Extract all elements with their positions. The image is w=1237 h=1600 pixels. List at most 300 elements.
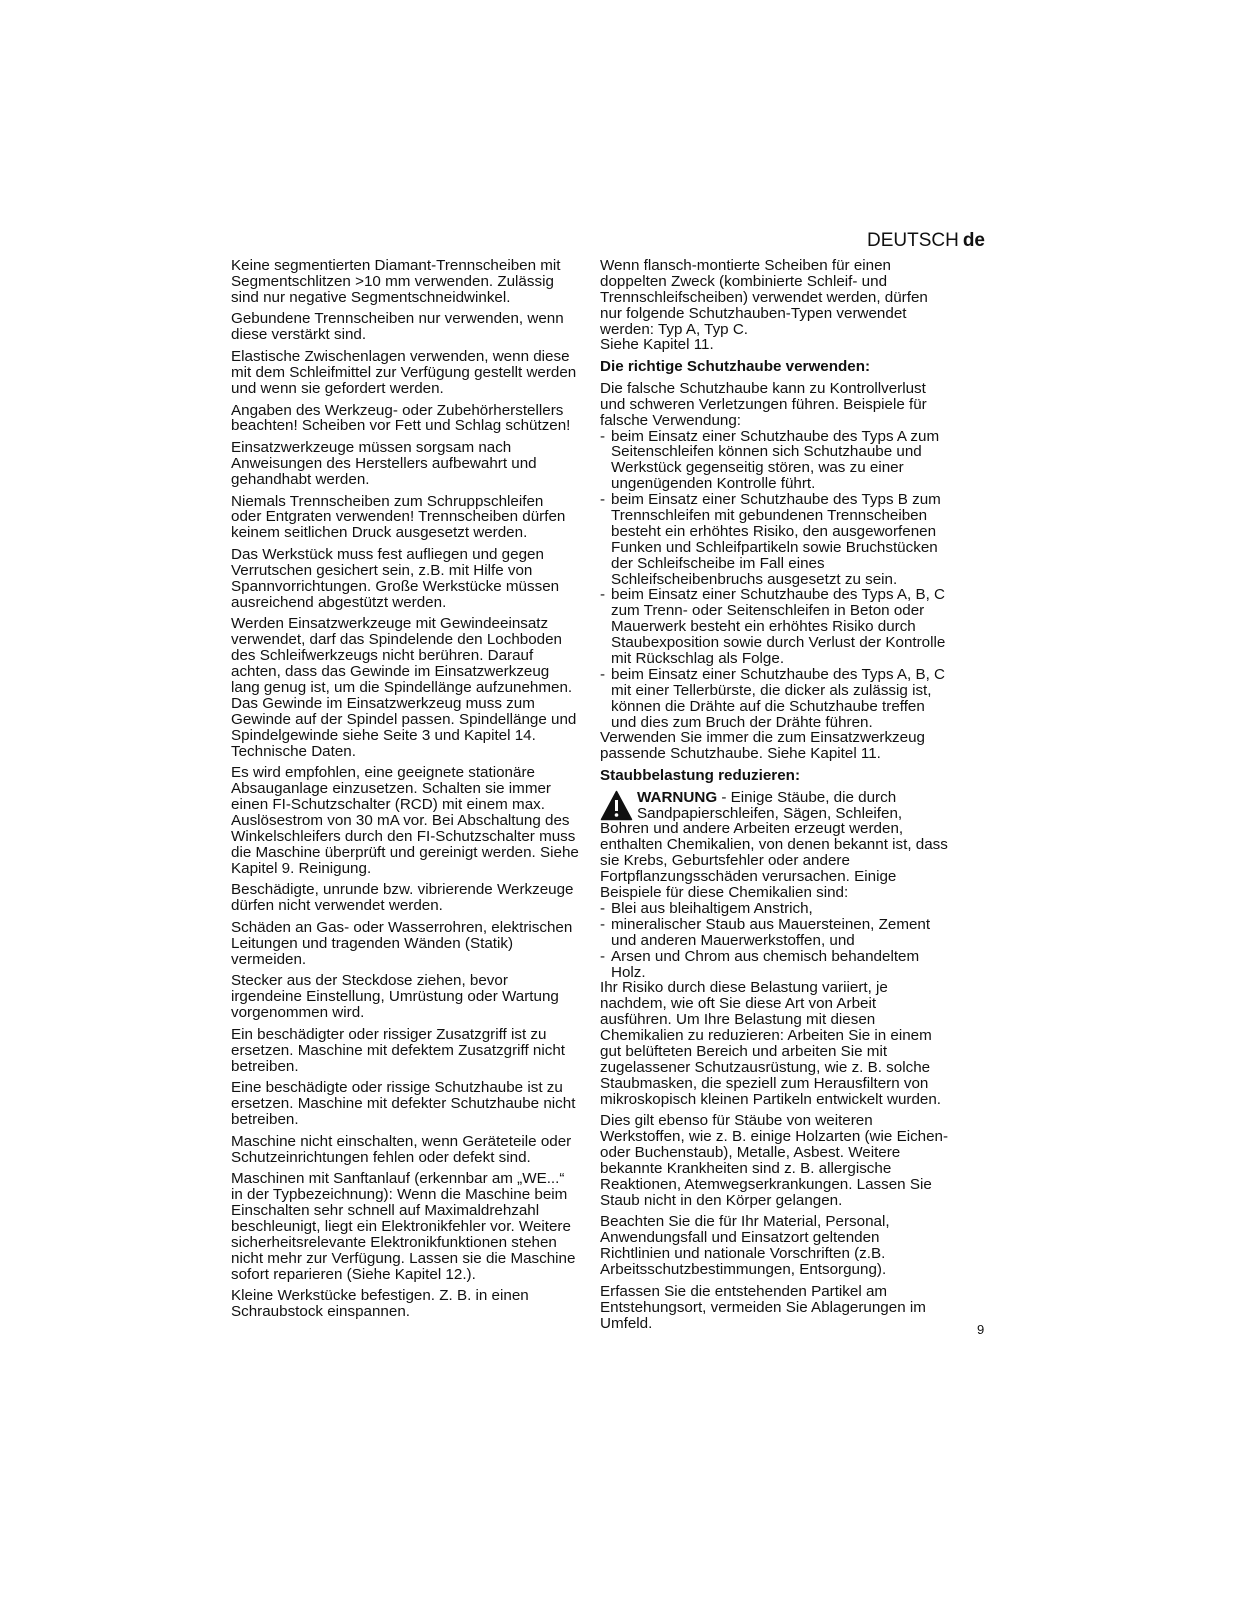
paragraph <box>231 920 583 968</box>
line-text: die Maschine überprüft und gereinigt werden. Siehe <box>231 843 579 861</box>
text-line <box>231 765 583 781</box>
text-line <box>231 1267 583 1283</box>
line-text: keinem seitlichen Druck ausgesetzt werden. <box>231 524 528 542</box>
text-line <box>611 508 958 524</box>
text-line <box>611 667 958 683</box>
text-line <box>611 699 958 715</box>
line-text: Kapitel 9. Reinigung. <box>231 859 372 877</box>
text-line <box>231 936 583 952</box>
text-line <box>231 440 583 456</box>
text-line <box>231 365 583 381</box>
line-text: Entstehungsort, vermeiden Sie Ablagerungen im <box>600 1298 926 1316</box>
paragraph <box>231 1027 583 1075</box>
line-text: Verwenden Sie immer die zum Einsatzwerkzeug <box>600 729 925 747</box>
line-text: Winkelschleifers durch den FI-Schutzschalter muss <box>231 827 576 845</box>
text-line <box>231 632 583 648</box>
paragraph <box>600 1113 958 1208</box>
line-text: doppelten Zweck (kombinierte Schleif- und <box>600 272 888 290</box>
line-text: bekannte Krankheiten sind z. B. allergische <box>600 1159 892 1177</box>
list-item <box>600 587 958 666</box>
text-line <box>231 882 583 898</box>
text-line <box>600 996 958 1012</box>
line-text: gehandhabt werden. <box>231 470 370 488</box>
line-text: Gewinde auf der Spindel passen. Spindellänge und <box>231 710 577 728</box>
text-line <box>231 509 583 525</box>
line-text: Werden Einsatzwerkzeuge mit Gewindeeinsatz <box>231 615 549 633</box>
line-text: Kleine Werkstücke befestigen. Z. B. in einen <box>231 1287 529 1305</box>
text-line <box>600 1230 958 1246</box>
text-line <box>231 1059 583 1075</box>
line-text: Anweisungen des Herstellers aufbewahrt und <box>231 454 537 472</box>
text-line <box>231 1134 583 1150</box>
line-text: Sandpapierschleifen, Sägen, Schleifen, <box>637 804 903 822</box>
text-line <box>231 1304 583 1320</box>
line-text: beachten! Scheiben vor Fett und Schlag schützen! <box>231 417 571 435</box>
warning-triangle-icon-graphic <box>600 790 633 821</box>
text-line <box>611 556 958 572</box>
line-text: des Schleifwerkzeugs nicht berühren. Darauf <box>231 647 534 665</box>
list-item-text <box>611 901 958 917</box>
line-text: passende Schutzhaube. Siehe Kapitel 11. <box>600 745 881 763</box>
line-text: zum Trenn- oder Seitenschleifen in Beton oder <box>611 602 925 620</box>
text-line <box>231 829 583 845</box>
line-text: mit Rückschlag als Folge. <box>611 649 785 667</box>
guard-section <box>600 381 958 762</box>
list-item-text <box>611 667 958 731</box>
paragraph <box>231 1080 583 1128</box>
bullet-marker: - <box>600 665 606 683</box>
text-line <box>611 901 958 917</box>
line-text: beim Einsatz einer Schutzhaube des Typs A, B, C <box>611 586 946 604</box>
line-text: Auslösestrom von 30 mA vor. Bei Abschaltung des <box>231 811 570 829</box>
line-text: und dies zum Bruch der Drähte führen. <box>611 713 873 731</box>
text-line <box>611 540 958 556</box>
line-text: Schäden an Gas- oder Wasserrohren, elektrischen <box>231 918 573 936</box>
paragraph <box>600 1284 958 1332</box>
line-text: Fortpflanzungsschäden verursachen. Einige <box>600 868 897 886</box>
text-line <box>231 258 583 274</box>
line-text: Maschinen mit Sanftanlauf (erkennbar am „WE...“ <box>231 1170 565 1188</box>
line-text: Technische Daten. <box>231 742 356 760</box>
text-line <box>231 472 583 488</box>
line-text: Erfassen Sie die entstehenden Partikel am <box>600 1282 888 1300</box>
text-line <box>231 973 583 989</box>
text-line <box>231 1150 583 1166</box>
text-line <box>611 965 958 981</box>
text-line <box>600 1145 958 1161</box>
line-text: Spindelgewinde siehe Seite 3 und Kapitel 14. <box>231 726 536 744</box>
text-line <box>231 1027 583 1043</box>
text-line <box>611 476 958 492</box>
list-item-text <box>611 949 958 981</box>
bullet-marker: - <box>600 491 606 509</box>
line-text: Seitenschleifen können sich Schutzhaube und <box>611 443 922 461</box>
line-text: oder Buchenstaub), Metalle, Asbest. Weitere <box>600 1144 901 1162</box>
line-text: Arsen und Chrom aus chemisch behandeltem <box>611 947 920 965</box>
text-line <box>600 746 958 762</box>
line-text: oder Entgraten verwenden! Trennscheiben dürfen <box>231 508 566 526</box>
line-text: Gebundene Trennscheiben nur verwenden, wenn <box>231 310 564 328</box>
list-item <box>600 917 958 949</box>
line-text: Beachten Sie die für Ihr Material, Personal, <box>600 1213 890 1231</box>
text-line <box>600 397 958 413</box>
text-line <box>611 587 958 603</box>
line-text: Trennschleifscheiben) verwendet werden, dürfen <box>600 288 928 306</box>
text-line <box>611 651 958 667</box>
line-text: Staub nicht in den Körper gelangen. <box>600 1191 843 1209</box>
line-text: gut belüfteten Bereich und arbeiten Sie mit <box>600 1042 888 1060</box>
line-text: ausreichend abgestützt werden. <box>231 593 447 611</box>
text-line <box>231 797 583 813</box>
text-line <box>231 1080 583 1096</box>
text-line <box>611 635 958 651</box>
paragraph <box>231 765 583 876</box>
warning-block <box>600 790 958 901</box>
text-line <box>231 952 583 968</box>
text-line <box>600 1284 958 1300</box>
line-text: Beispiele für diese Chemikalien sind: <box>600 884 849 902</box>
line-text: Funken und Schleifpartikeln sowie Bruchstücken <box>611 538 938 556</box>
text-line <box>231 311 583 327</box>
text-line <box>231 1219 583 1235</box>
text-line <box>600 413 958 429</box>
text-line <box>600 1177 958 1193</box>
text-line <box>637 790 958 806</box>
paragraph <box>231 349 583 397</box>
list-item <box>600 429 958 493</box>
text-line <box>600 1028 958 1044</box>
warning-text: - Einige Stäube, die durch <box>721 788 897 806</box>
line-text: Absauganlage einzusetzen. Schalten sie immer <box>231 780 551 798</box>
text-line <box>600 853 958 869</box>
bullet-marker: - <box>600 899 606 917</box>
line-text: Ein beschädigter oder rissiger Zusatzgriff ist zu <box>231 1025 547 1043</box>
line-text: Wenn flansch-montierte Scheiben für einen <box>600 257 891 274</box>
line-text: dürfen nicht verwendet werden. <box>231 897 443 915</box>
line-text: sind nur negative Segmentschneidwinkel. <box>231 288 511 306</box>
paragraph <box>231 440 583 488</box>
line-text: Elastische Zwischenlagen verwenden, wenn diese <box>231 348 570 366</box>
text-line <box>231 494 583 510</box>
line-text: Bohren und andere Arbeiten erzeugt werden, <box>600 820 904 838</box>
text-line <box>231 1203 583 1219</box>
line-text: Spannvorrichtungen. Große Werkstücke müssen <box>231 577 560 595</box>
list-item <box>600 667 958 731</box>
line-text: und anderen Mauerwerkstoffen, und <box>611 931 855 949</box>
text-line <box>231 349 583 365</box>
line-text: falsche Verwendung: <box>600 411 742 429</box>
text-line <box>600 1161 958 1177</box>
text-line <box>637 806 958 822</box>
text-line <box>611 603 958 619</box>
line-text: Blei aus bleihaltigem Anstrich, <box>611 899 813 917</box>
line-text: sicherheitsrelevante Elektronikfunktionen stehen <box>231 1233 557 1251</box>
line-text: mit dem Schleifmittel zur Verfügung gestellt werden <box>231 363 577 381</box>
line-text: Beschädigte, unrunde bzw. vibrierende Werkzeuge <box>231 881 574 899</box>
line-text: Chemikalien zu reduzieren: Arbeiten Sie in einem <box>600 1027 932 1045</box>
text-line <box>600 1300 958 1316</box>
line-text: Die falsche Schutzhaube kann zu Kontrollverlust <box>600 379 926 397</box>
line-text: Richtlinien und nationale Vorschriften (z.B. <box>600 1245 886 1263</box>
text-line <box>600 1092 958 1108</box>
text-line <box>231 898 583 914</box>
text-line <box>231 525 583 541</box>
line-text: beschleunigt, liegt ein Elektronikfehler vor. Weitere <box>231 1217 571 1235</box>
bullet-marker: - <box>600 427 606 445</box>
text-line <box>600 258 958 274</box>
paragraph <box>231 973 583 1021</box>
paragraph <box>231 616 583 759</box>
line-text: beim Einsatz einer Schutzhaube des Typs B zum <box>611 491 941 509</box>
line-text: Das Gewinde im Einsatzwerkzeug muss zum <box>231 694 535 712</box>
line-text: diese verstärkt sind. <box>231 326 367 344</box>
text-line <box>611 444 958 460</box>
bullet-list <box>600 901 958 980</box>
line-text: zugelassener Schutzausrüstung, wie z. B. solche <box>600 1058 931 1076</box>
heading-text: Staubbelastung reduzieren: <box>600 767 800 784</box>
list-item-text <box>611 587 958 666</box>
text-line <box>231 595 583 611</box>
line-text: und wenn sie gefordert werden. <box>231 379 444 397</box>
text-line <box>231 381 583 397</box>
line-text: Schutzeinrichtungen fehlen oder defekt sind. <box>231 1148 531 1166</box>
text-line <box>600 821 958 837</box>
text-line <box>611 572 958 588</box>
line-text: Anwendungsfall und Einsatzort geltenden <box>600 1229 880 1247</box>
paragraph <box>600 258 958 353</box>
text-line <box>231 861 583 877</box>
text-line <box>231 680 583 696</box>
text-line <box>231 327 583 343</box>
line-text: Maschine nicht einschalten, wenn Geräteteile oder <box>231 1132 572 1150</box>
line-text: Ihr Risiko durch diese Belastung variiert, je <box>600 979 888 997</box>
bullet-list <box>600 429 958 731</box>
line-text: irgendeine Einstellung, Umrüstung oder Wartung <box>231 988 559 1006</box>
line-text: vorgenommen wird. <box>231 1004 365 1022</box>
text-line <box>231 579 583 595</box>
line-text: nachdem, wie oft Sie diese Art von Arbeit <box>600 995 877 1013</box>
line-text: Umfeld. <box>600 1314 653 1332</box>
line-text: Dies gilt ebenso für Stäube von weiteren <box>600 1112 873 1130</box>
text-line <box>600 1246 958 1262</box>
line-text: Schraubstock einspannen. <box>231 1303 410 1321</box>
right-column <box>600 258 958 1337</box>
text-line <box>600 306 958 322</box>
line-text: Segmentschlitzen >10 mm verwenden. Zulässig <box>231 272 554 290</box>
line-text: Einsatzwerkzeuge müssen sorgsam nach <box>231 439 512 457</box>
text-line <box>600 1012 958 1028</box>
text-line <box>231 418 583 434</box>
line-text: Arbeitsschutzbestimmungen, Entsorgung). <box>600 1261 887 1279</box>
line-text: werden: Typ A, Typ C. <box>600 320 749 338</box>
text-line <box>231 744 583 760</box>
line-text: und schweren Verletzungen führen. Beispiele für <box>600 395 927 413</box>
warning-triangle-icon <box>600 790 633 821</box>
text-line <box>231 1288 583 1304</box>
line-text: Werkstoffen, wie z. B. einige Holzarten (wie Eichen- <box>600 1128 949 1146</box>
text-line <box>231 456 583 472</box>
line-text: ungenügenden Kontrolle führt. <box>611 475 816 493</box>
list-item-text <box>611 429 958 493</box>
paragraph <box>600 1214 958 1278</box>
paragraph <box>231 403 583 435</box>
line-text: nur folgende Schutzhauben-Typen verwendet <box>600 304 907 322</box>
line-text: in der Typbezeichnung): Wenn die Maschine beim <box>231 1186 568 1204</box>
text-line <box>600 381 958 397</box>
text-line <box>600 885 958 901</box>
line-text: enthalten Chemikalien, von denen bekannt ist, dass <box>600 836 948 854</box>
text-line <box>600 274 958 290</box>
text-line <box>600 1316 958 1332</box>
paragraph <box>231 1288 583 1320</box>
line-text: Niemals Trennscheiben zum Schruppschleifen <box>231 492 544 510</box>
text-line <box>231 274 583 290</box>
line-text: mikroskopisch kleinen Partikeln entwickelt wurden. <box>600 1090 942 1108</box>
text-line <box>231 845 583 861</box>
dust-section <box>600 790 958 1108</box>
text-line <box>231 920 583 936</box>
paragraph <box>600 730 958 762</box>
bullet-marker: - <box>600 947 606 965</box>
language-label: DEUTSCH <box>866 230 959 251</box>
text-line <box>231 813 583 829</box>
line-text: vermeiden. <box>231 950 307 968</box>
text-line <box>231 290 583 306</box>
paragraph <box>231 258 583 306</box>
text-line <box>611 524 958 540</box>
text-line <box>600 1262 958 1278</box>
bullet-marker: - <box>600 586 606 604</box>
text-line <box>611 949 958 965</box>
line-text: Verrutschen gesichert sein, z.B. mit Hilfe von <box>231 561 533 579</box>
line-text: Keine segmentierten Diamant-Trennscheiben mit <box>231 257 561 274</box>
text-line <box>231 1043 583 1059</box>
text-line <box>231 989 583 1005</box>
text-line <box>600 1129 958 1145</box>
text-line <box>600 980 958 996</box>
line-text: ersetzen. Maschine mit defektem Zusatzgriff nicht <box>231 1041 565 1059</box>
text-line <box>600 1113 958 1129</box>
line-text: mineralischer Staub aus Mauersteinen, Zement <box>611 915 931 933</box>
text-line <box>231 1251 583 1267</box>
text-line <box>231 648 583 664</box>
line-text: Siehe Kapitel 11. <box>600 336 714 354</box>
text-line <box>231 1235 583 1251</box>
paragraph <box>231 882 583 914</box>
heading-text: Die richtige Schutzhaube verwenden: <box>600 358 871 376</box>
text-line <box>231 664 583 680</box>
section-heading <box>600 359 958 375</box>
line-text: ersetzen. Maschine mit defekter Schutzhaube nicht <box>231 1095 576 1113</box>
text-line <box>611 683 958 699</box>
line-text: Leitungen und tragenden Wänden (Statik) <box>231 934 514 952</box>
text-line <box>600 768 958 784</box>
text-line <box>611 460 958 476</box>
line-text: einen FI-Schutzschalter (RCD) mit einem max. <box>231 795 545 813</box>
text-line <box>611 933 958 949</box>
text-line <box>231 712 583 728</box>
text-line <box>611 429 958 445</box>
bullet-marker: - <box>600 915 606 933</box>
line-text: Reaktionen, Atemwegserkrankungen. Lassen Sie <box>600 1175 932 1193</box>
text-line <box>600 869 958 885</box>
text-line <box>231 1112 583 1128</box>
text-line <box>231 781 583 797</box>
text-line <box>600 322 958 338</box>
language-code: de <box>962 230 985 251</box>
text-line <box>611 619 958 635</box>
line-text: Das Werkstück muss fest aufliegen und gegen <box>231 546 544 564</box>
paragraph <box>231 311 583 343</box>
line-text: Angaben des Werkzeug- oder Zubehörherstellers <box>231 401 564 419</box>
paragraph <box>231 494 583 542</box>
line-text: besteht ein erhöhtes Risiko, den ausgeworfenen <box>611 522 937 540</box>
text-line <box>231 616 583 632</box>
text-line <box>611 715 958 731</box>
text-line <box>611 492 958 508</box>
line-text: Staubexposition sowie durch Verlust der Kontrolle <box>611 634 946 652</box>
text-line <box>600 1060 958 1076</box>
paragraph <box>600 381 958 429</box>
line-text: ausführen. Um Ihre Belastung mit diesen <box>600 1011 876 1029</box>
line-text: Eine beschädigte oder rissige Schutzhaube ist zu <box>231 1079 563 1097</box>
line-text: sofort reparieren (Siehe Kapitel 12.). <box>231 1265 476 1283</box>
text-line <box>600 337 958 353</box>
paragraph <box>231 547 583 611</box>
line-text: beim Einsatz einer Schutzhaube des Typs A zum <box>611 427 940 445</box>
page-header <box>867 230 985 252</box>
line-text: mit einer Tellerbürste, die dicker als zulässig ist, <box>611 681 932 699</box>
line-text: Staubmasken, die speziell zum Herausfiltern von <box>600 1074 929 1092</box>
paragraph <box>231 1134 583 1166</box>
paragraph <box>231 1171 583 1282</box>
text-line <box>600 730 958 746</box>
line-text: können die Drähte auf die Schutzhaube treffen <box>611 697 925 715</box>
line-text: verwendet, darf das Spindelende den Lochboden <box>231 631 563 649</box>
line-text: der Schleifscheibe im Fall eines <box>611 554 825 572</box>
line-text: Schleifscheibenbruchs ausgesetzt zu sein. <box>611 570 898 588</box>
text-line <box>600 837 958 853</box>
text-line <box>231 696 583 712</box>
text-line <box>231 1005 583 1021</box>
text-line <box>600 1044 958 1060</box>
line-text <box>637 790 896 806</box>
line-text: sie Krebs, Geburtsfehler oder andere <box>600 852 850 870</box>
text-line <box>600 290 958 306</box>
text-line <box>600 1214 958 1230</box>
text-line <box>231 547 583 563</box>
line-text: Stecker aus der Steckdose ziehen, bevor <box>231 972 508 990</box>
text-line <box>231 563 583 579</box>
line-text: betreiben. <box>231 1111 299 1128</box>
list-item-text <box>611 917 958 949</box>
line-text: nicht mehr zur Verfügung. Lassen sie die Maschine <box>231 1249 576 1267</box>
section-heading <box>600 768 958 784</box>
line-text: Einschalten sehr schnell auf Maximaldrehzahl <box>231 1202 540 1220</box>
text-line <box>600 359 958 375</box>
text-line <box>231 1096 583 1112</box>
line-text: Mauerwerk besteht ein erhöhtes Risiko durch <box>611 618 916 636</box>
line-text: betreiben. <box>231 1057 299 1075</box>
line-text: Holz. <box>611 963 646 981</box>
text-line <box>600 1076 958 1092</box>
text-line <box>231 403 583 419</box>
line-text: Trennschleifen mit gebundenen Trennscheiben <box>611 506 928 524</box>
line-text: Werkstück gegenseitig stören, was zu einer <box>611 459 904 477</box>
text-line <box>231 1171 583 1187</box>
line-text: lang genug ist, um die Spindellänge aufzunehmen. <box>231 678 573 696</box>
page-number: 9 <box>977 1322 985 1337</box>
